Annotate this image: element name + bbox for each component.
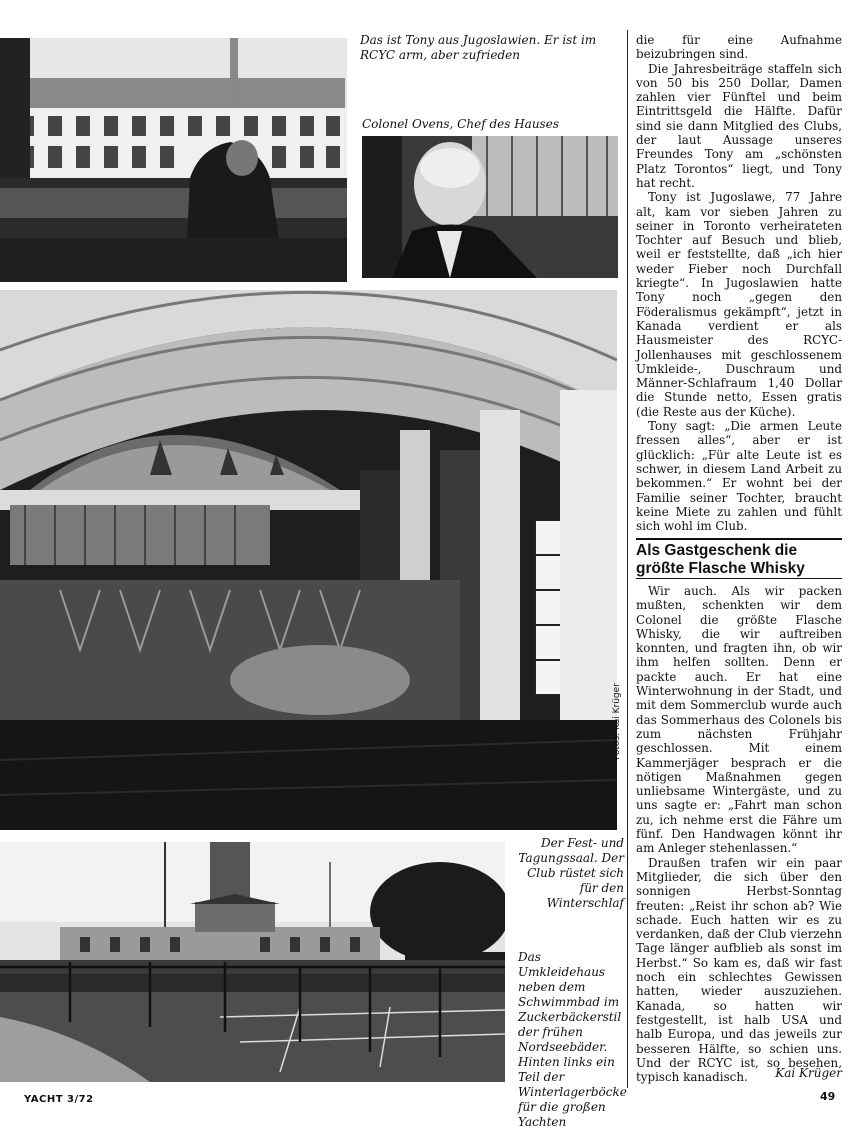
- headline-rule: [636, 578, 842, 579]
- paragraph: Die Jahresbeiträge staffeln sich von 50 bis 250 Dollar, Damen zahlen vier Fünftel und beim Eintrittsgeld die Hälfte. Dafür sind sie dann Mitglied des Clubs, der laut Aussage unseres Freundes Tony am „schönsten Platz Torontos“ liegt, und Tony hat recht.: [636, 61, 842, 190]
- article-column-top: [636, 33, 842, 533]
- paragraph: Tony sagt: „Die armen Leute fressen alles“, aber er ist glücklich: „Für alte Leute ist es schwer, in diesem Land Arbeit zu bekommen.“ Er wohnt bei der Familie seiner Tochter, braucht keine Miete zu zahlen und fühlt sich wohl im Club.: [636, 419, 842, 534]
- paragraph: Draußen trafen wir ein paar Mitglieder, die sich über den sonnigen Herbst-Sonntag freuten: „Reist ihr schon ab? Wie schade. Euch hatten wir es zu verdanken, daß der Club vierzehn Tage länger aufblieb als sonst im Herbst.“ So kam es, daß wir fast noch ein schlechtes Gewissen hatten, wieder auszuziehen. Kanada, so hatten wir festgestellt, ist halb USA und halb Europa, und das jeweils zur besseren Hälfte, so schien uns. Und der RCYC ist, so besehen, typisch kanadisch.: [636, 855, 842, 1085]
- caption-umkleidehaus-text: Das Umkleidehaus neben dem Schwimmbad im Zuckerbäckerstil der frühen Nordseebäder. Hinten links ein Teil der Winterlagerböcke für die großen Yachten: [518, 950, 627, 1129]
- footer-magazine: YACHT 3/72: [24, 1094, 94, 1105]
- caption-umkleidehaus: [518, 950, 626, 1130]
- photo-festsaal: [0, 290, 617, 830]
- caption-ovens: Colonel Ovens, Chef des Hauses: [362, 117, 559, 131]
- author-signature: Kai Krüger: [775, 1066, 842, 1080]
- paragraph: die für eine Aufnahme beizubringen sind.: [636, 33, 842, 62]
- photo-umkleidehaus: [0, 842, 505, 1082]
- caption-festsaal-text: Der Fest- und Tagungssaal. Der Club rüstet sich für den Winterschlaf: [518, 836, 624, 910]
- article-column-bottom: [636, 584, 842, 1084]
- section-headline: Als Gastgeschenk die größte Flasche Whisky: [636, 538, 842, 578]
- photo-credit: Fotos: Kai Krüger: [612, 683, 622, 760]
- paragraph: Wir auch. Als wir packen mußten, schenkten wir dem Colonel die größte Flasche Whisky, die wir auftreiben konnten, und fragten ihn, ob wir ihm helfen sollten. Denn er packte auch. Er hat eine Winterwohnung in der Stadt, und mit dem Sommerclub wurde auch das Sommerhaus des Colonels bis zum nächsten Frühjahr geschlossen. Mit einem Kammerjäger besprach er die nötigen Maßnahmen gegen unliebsame Wintergäste, und zu uns sagte er: „Fahrt man schon zu, ich nehme erst die Fähre um fünf. Den Handwagen könnt ihr am Anleger stehenlassen.“: [636, 584, 842, 856]
- caption-tony: Das ist Tony aus Jugoslawien. Er ist im RCYC arm, aber zufrieden: [360, 33, 597, 62]
- page-number: 49: [820, 1090, 836, 1103]
- paragraph: Tony ist Jugoslawe, 77 Jahre alt, kam vor sieben Jahren zu seiner in Toronto verheirateten Tochter auf Besuch und blieb, weil er feststellte, daß „ich hier weder Fieber noch Durchfall kriegte“. In Jugoslawien hatte Tony noch „gegen den Föderalismus gekämpft“, jetzt in Kanada verdient er als Hausmeister des RCYC-Jollenhauses mit geschlossenem Umkleide-, Duschraum und Männer-Schlafraum 1,40 Dollar die Stunde netto, Essen gratis (die Reste aus der Küche).: [636, 190, 842, 419]
- caption-festsaal: [510, 836, 624, 911]
- column-divider: [627, 30, 628, 1088]
- photo-colonel-ovens: [362, 136, 618, 278]
- photo-tony: [0, 38, 347, 282]
